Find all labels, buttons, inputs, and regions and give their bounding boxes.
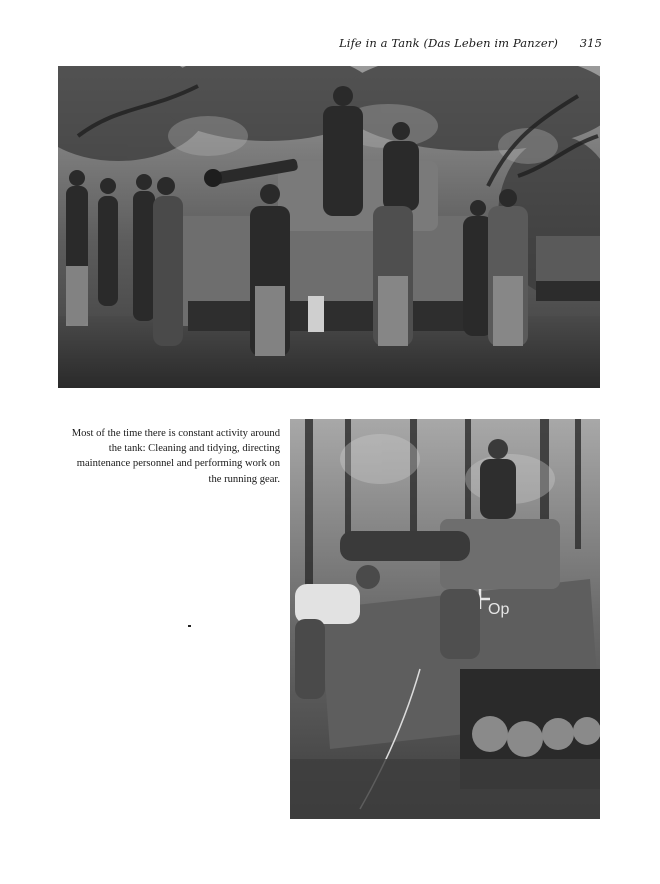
page-number: 315 bbox=[579, 36, 602, 50]
tank-maintenance-photo bbox=[290, 419, 600, 819]
photo-caption: Most of the time there is constant activity around the tank: Cleaning and tidying, directing maintenance personnel and performing work on the running gear. bbox=[71, 428, 280, 485]
svg-text:Op: Op bbox=[488, 601, 510, 618]
tank-maintenance-photo-image bbox=[290, 419, 600, 819]
stray-print-mark bbox=[188, 625, 191, 627]
running-header bbox=[339, 36, 602, 50]
running-title: Life in a Tank (Das Leben im Panzer) bbox=[339, 36, 558, 50]
tank-crew-photo bbox=[58, 66, 600, 388]
tank-crew-photo-image bbox=[58, 66, 600, 388]
